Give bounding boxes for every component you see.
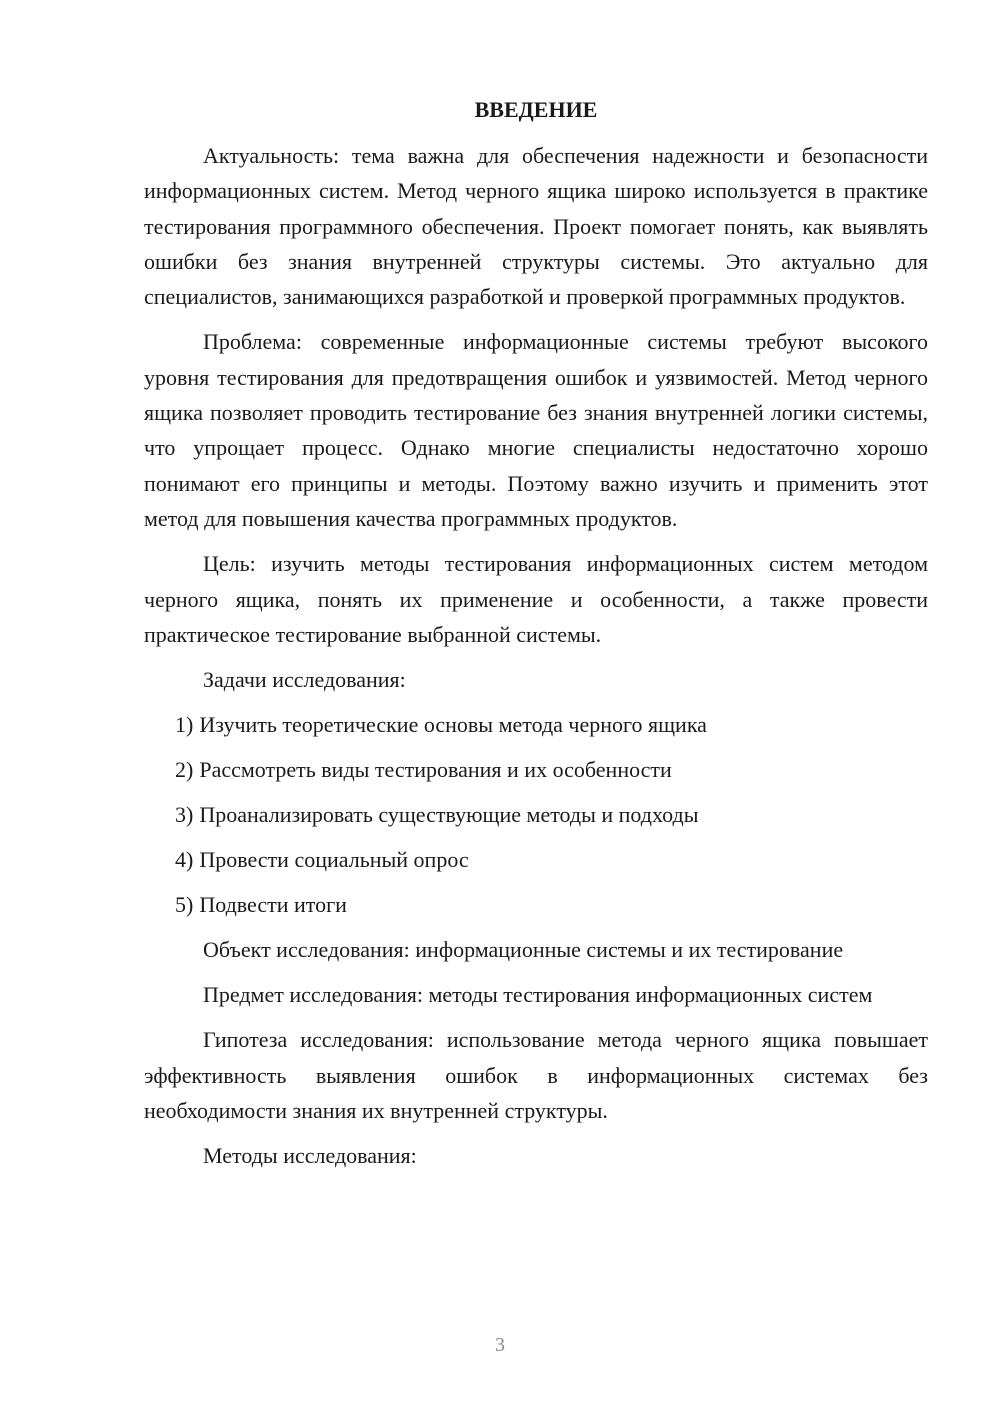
list-item-number: 4): [175, 847, 194, 873]
list-item-number: 1): [175, 712, 194, 738]
list-item: [144, 842, 928, 877]
page-number: 3: [495, 1334, 505, 1356]
list-item-number: 5): [175, 892, 194, 918]
methods-paragraph: Методы исследования:: [203, 1143, 417, 1169]
list-item-text: Подвести итоги: [199, 892, 347, 918]
section-heading: ВВЕДЕНИЕ: [474, 97, 598, 122]
list-item: [144, 887, 928, 922]
list-item: [144, 707, 928, 742]
hypothesis-paragraph: Гипотеза исследования: использование метода черного ящика повышает эффективность выявления ошибок в информационных системах без необходимости знания их внутренней структуры.: [144, 1027, 928, 1124]
subject-paragraph: Предмет исследования: методы тестирования информационных систем: [203, 982, 873, 1008]
problem-paragraph: Проблема: современные информационные системы требуют высокого уровня тестирования для предотвращения ошибок и уязвимостей. Метод черного ящика позволяет проводить тестирование без знания внутренней логики системы, что упрощает процесс. Однако многие специалисты недостаточно хорошо понимают его принципы и методы. Поэтому важно изучить и применить этот метод для повышения качества программных продуктов.: [144, 329, 928, 531]
list-item-number: 2): [175, 757, 194, 783]
list-item-text: Проанализировать существующие методы и подходы: [199, 802, 699, 828]
list-item-text: Рассмотреть виды тестирования и их особенности: [199, 757, 672, 783]
page-content: [144, 95, 928, 1173]
list-item: [144, 797, 928, 832]
tasks-title: Задачи исследования:: [203, 667, 406, 693]
list-item: [144, 752, 928, 787]
goal-paragraph: Цель: изучить методы тестирования информационных систем методом черного ящика, понять их применение и особенности, а также провести практическое тестирование выбранной системы.: [144, 551, 928, 647]
list-item-text: Провести социальный опрос: [199, 847, 469, 873]
tasks-list: [144, 707, 928, 922]
relevance-paragraph: Актуальность: тема важна для обеспечения надежности и безопасности информационных систем. Метод черного ящика широко используется в практике тестирования программного обеспечения. Проект помогает понять, как выявлять ошибки без знания внутренней структуры системы. Это актуально для специалистов, занимающихся разработкой и проверкой программных продуктов.: [144, 143, 928, 310]
list-item-number: 3): [175, 802, 194, 828]
object-paragraph: Объект исследования: информационные системы и их тестирование: [203, 937, 844, 963]
list-item-text: Изучить теоретические основы метода черного ящика: [199, 712, 707, 738]
